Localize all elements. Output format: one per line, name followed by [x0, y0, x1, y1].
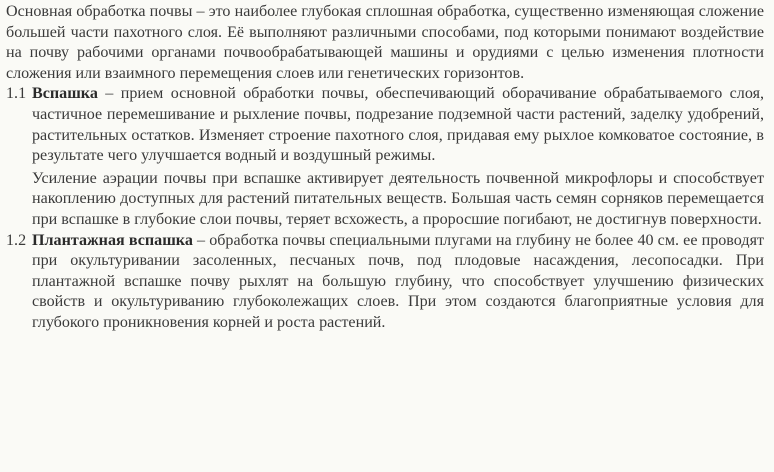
section-body	[32, 84, 764, 230]
section-number: 1.2	[6, 231, 27, 249]
section-paragraph	[32, 231, 764, 334]
section-number: 1.1	[6, 85, 27, 103]
section-definition: – обработка почвы специальными плугами на глубину не более 40 см. ее проводят при окультуривании засоленных, песчаных почв, под плодовые насаждения, лесопосадки. При плантажной вспашке почву рыхлят на большую глубину, что способствует улучшению физических свойств и окультуриванию глубоколежащих слоев. При этом создаются благоприятные условия для глубокого проникновения корней и роста растений.	[32, 231, 764, 331]
section-term: Плантажная вспашка	[32, 231, 193, 249]
section-paragraph	[32, 84, 764, 166]
section-1-1	[6, 84, 764, 230]
section-definition: – прием основной обработки почвы, обеспечивающий оборачивание обрабатываемого слоя, частичное перемешивание и рыхление почвы, подрезание подземной части растений, заделку удобрений, растительных остатков. Изменяет строение пахотного слоя, придавая ему рыхлое комковатое состояние, в результате чего улучшается водный и воздушный режимы.	[32, 85, 764, 165]
section-1-2	[6, 231, 764, 334]
intro-paragraph: Основная обработка почвы – это наиболее глубокая сплошная обработка, существенно изменяющая сложение большей части пахотного слоя. Её выполняют различными способами, под которыми понимают воздействие на почву рабочими органами почвообрабатывающей машины и орудиями с целью изменения плотности сложения или взаимного перемещения слоев или генетических горизонтов.	[6, 3, 764, 82]
section-body	[32, 231, 764, 334]
section-extra-paragraph: Усиление аэрации почвы при вспашке активирует деятельность почвенной микрофлоры и способствует накоплению доступных для растений питательных веществ. Большая часть семян сорняков перемещается при вспашке в глубокие слои почвы, теряет всхожесть, а проросшие погибают, не достигнув поверхности.	[32, 169, 764, 228]
section-term: Вспашка	[32, 85, 98, 103]
